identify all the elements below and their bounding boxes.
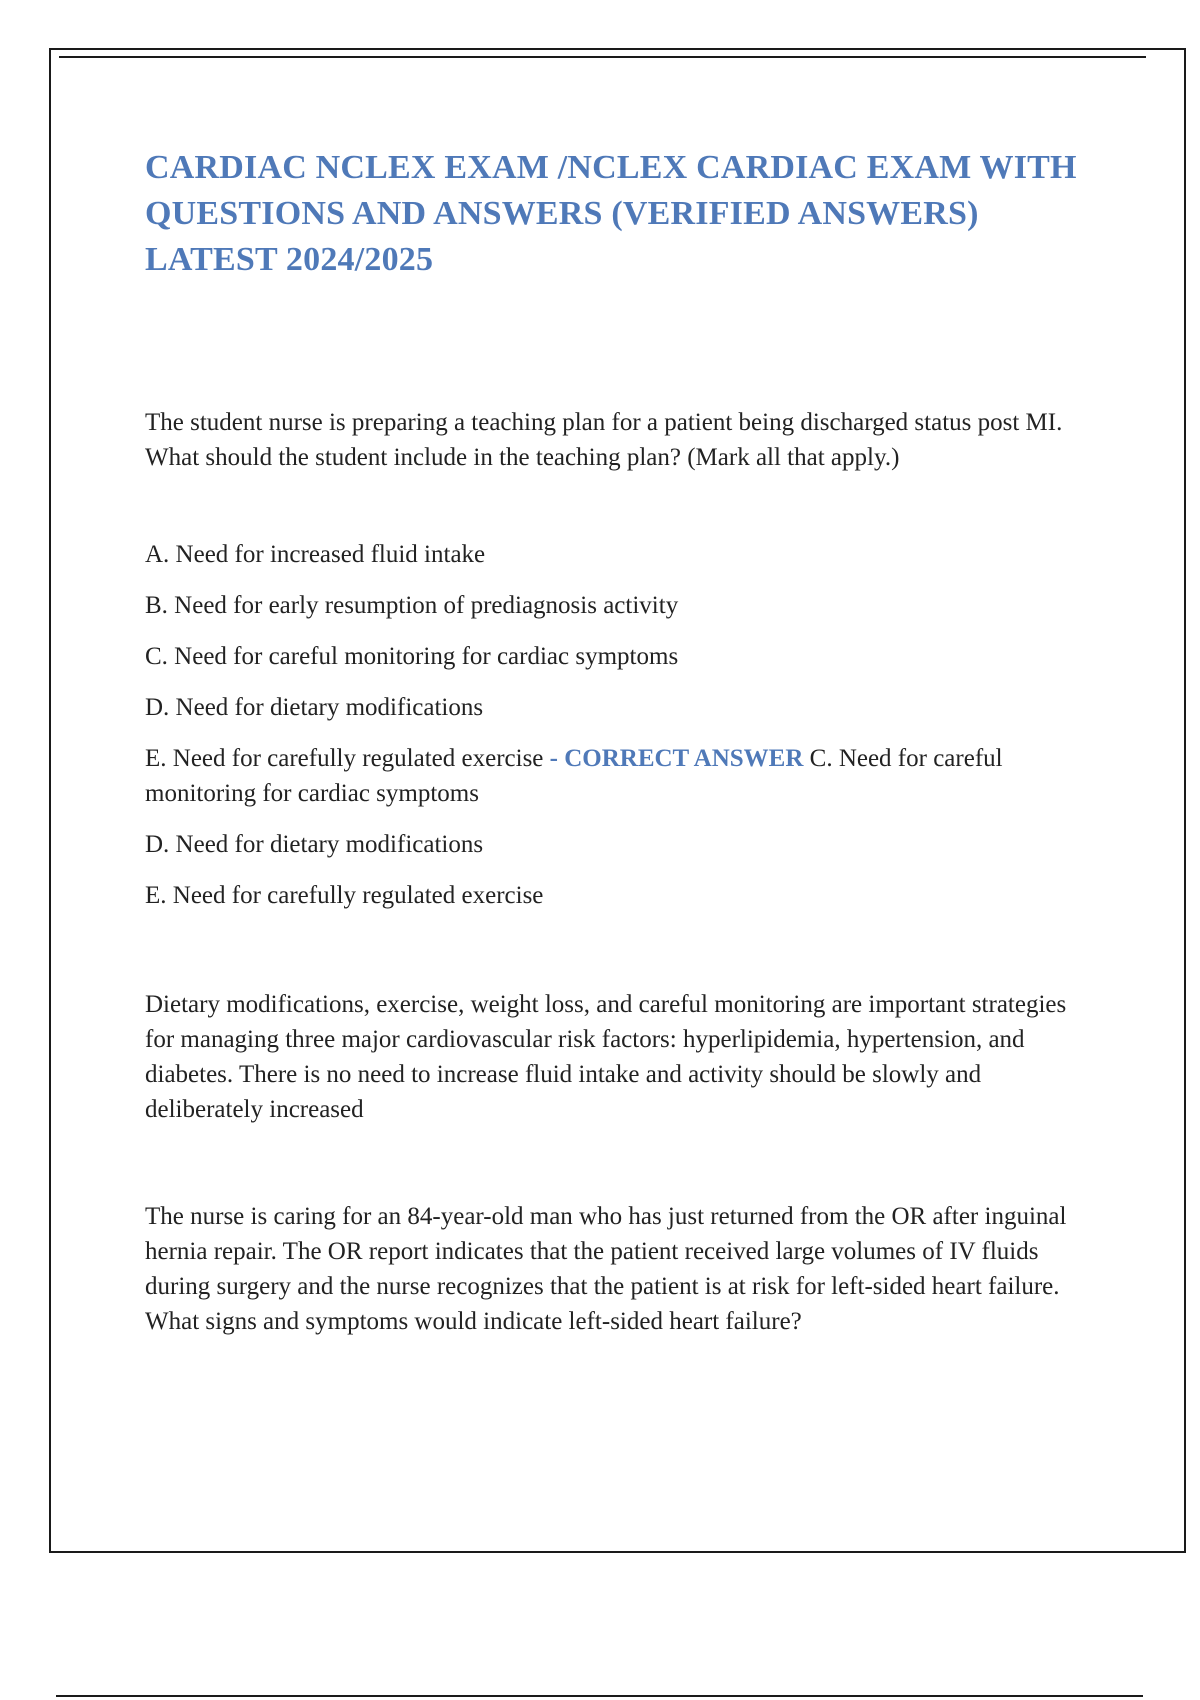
document-content (145, 145, 1095, 1339)
answer-option-c: C. Need for careful monitoring for cardiac symptoms (145, 745, 1003, 807)
top-rule (59, 56, 1146, 58)
answer-option-e: E. Need for carefully regulated exercise (145, 882, 544, 909)
question-1-text: The student nurse is preparing a teaching plan for a patient being discharged status post MI. What should the student include in the teaching plan? (Mark all that apply.) (145, 409, 1063, 471)
option-e-with-answer (145, 741, 1095, 811)
option-b: B. Need for early resumption of prediagnosis activity (145, 592, 679, 619)
question-1-options (145, 537, 1095, 913)
correct-answer-marker: - CORRECT ANSWER (543, 745, 804, 772)
question-1-rationale: Dietary modifications, exercise, weight loss, and careful monitoring are important strategies for managing three major cardiovascular risk factors: hyperlipidemia, hypertension, and diabetes. There is no need to increase fluid intake and activity should be slowly and deliberately increased (145, 991, 1067, 1123)
option-d: D. Need for dietary modifications (145, 694, 484, 721)
option-a: A. Need for increased fluid intake (145, 541, 486, 568)
question-2-text: The nurse is caring for an 84-year-old man who has just returned from the OR after inguinal hernia repair. The OR report indicates that the patient received large volumes of IV fluids during surgery and the nurse recognizes that the patient is at risk for left-sided heart failure. What signs and symptoms would indicate left-sided heart failure? (145, 1203, 1067, 1335)
answer-option-d: D. Need for dietary modifications (145, 831, 484, 858)
document-title: CARDIAC NCLEX EXAM /NCLEX CARDIAC EXAM WITH QUESTIONS AND ANSWERS (VERIFIED ANSWERS) LATEST 2024/2025 (145, 149, 1077, 278)
option-c: C. Need for careful monitoring for cardiac symptoms (145, 643, 679, 670)
option-e: E. Need for carefully regulated exercise (145, 745, 544, 772)
next-page-top-rule (56, 1695, 1143, 1697)
